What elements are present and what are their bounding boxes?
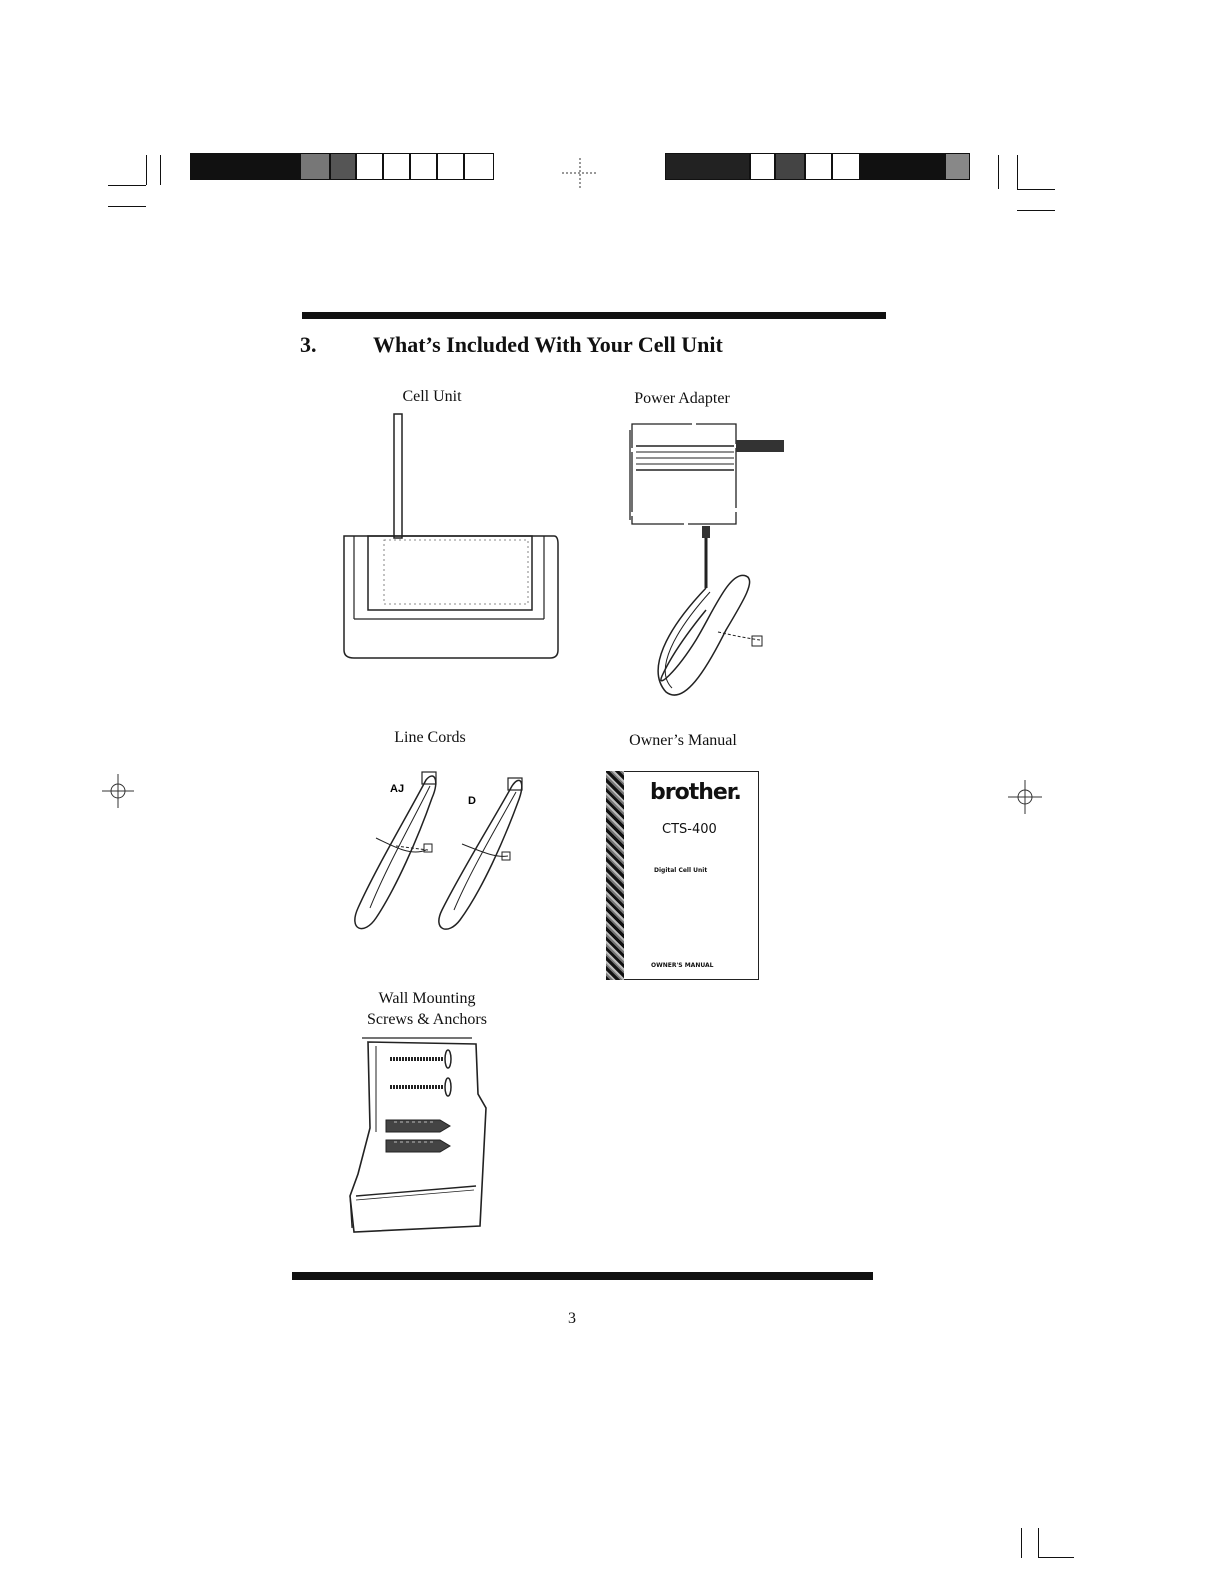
caption-cell-unit: Cell Unit xyxy=(402,388,462,405)
manual-footer-text: OWNER'S MANUAL xyxy=(651,962,714,969)
caption-wall-mounting-line2: Screws & Anchors xyxy=(367,1011,487,1028)
page-number: 3 xyxy=(568,1310,576,1327)
header-rule xyxy=(302,312,886,319)
power-adapter-illustration xyxy=(626,420,786,702)
caption-power-adapter: Power Adapter xyxy=(634,390,730,407)
cord-label-left: AJ xyxy=(390,783,405,795)
caption-line-cords: Line Cords xyxy=(394,729,466,746)
wall-mounting-kit-illustration xyxy=(344,1036,494,1236)
caption-wall-mounting-line1: Wall Mounting xyxy=(378,990,476,1007)
section-number: 3. xyxy=(300,332,317,357)
footer-rule xyxy=(292,1272,873,1280)
registration-mark-top-center xyxy=(562,158,598,188)
registration-mark-right xyxy=(1008,780,1042,814)
registration-mark-left xyxy=(102,774,134,808)
section-title: What’s Included With Your Cell Unit xyxy=(373,332,723,357)
manual-spine-pattern xyxy=(606,771,624,980)
manual-model-text: CTS-400 xyxy=(662,822,717,837)
line-cords-illustration xyxy=(336,758,536,940)
cell-unit-illustration xyxy=(336,414,562,664)
manual-subtitle-text: Digital Cell Unit xyxy=(654,867,708,874)
manual-brand-logo: brother. xyxy=(650,780,741,805)
cord-label-right: D xyxy=(468,795,476,807)
caption-owners-manual: Owner’s Manual xyxy=(629,732,737,749)
